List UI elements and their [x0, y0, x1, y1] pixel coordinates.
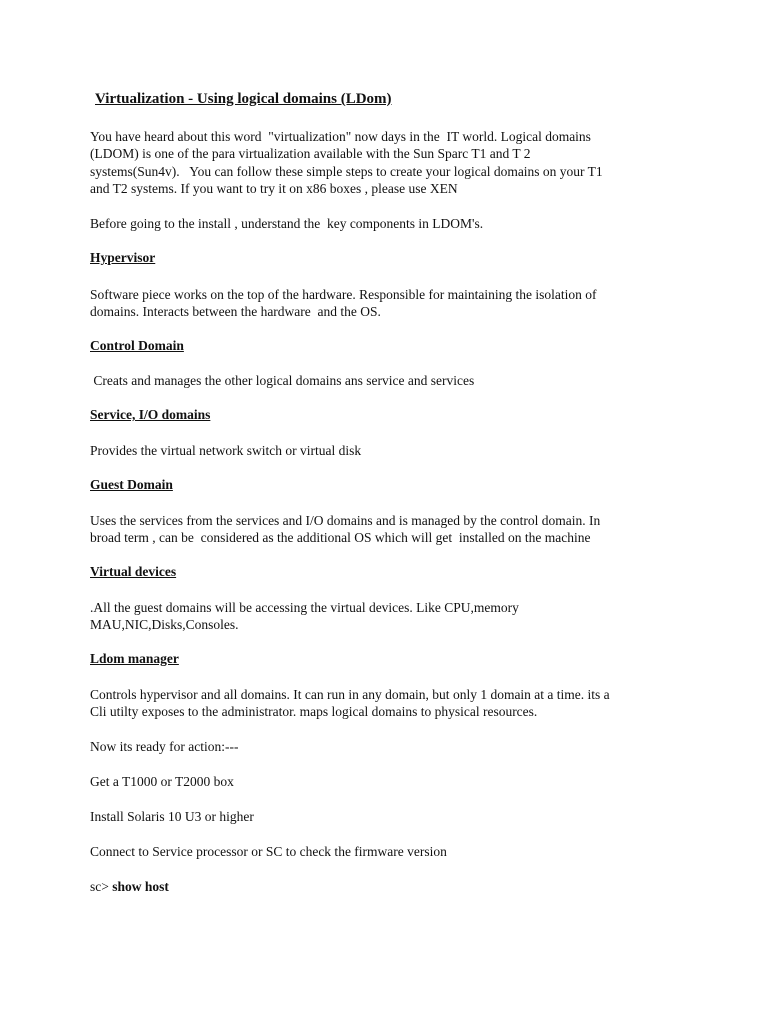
paragraph-line: Provides the virtual network switch or virtual disk — [90, 443, 362, 458]
paragraph-line: Controls hypervisor and all domains. It can run in any domain, but only 1 domain at a time. its a — [90, 687, 610, 702]
paragraph-line: Software piece works on the top of the hardware. Responsible for maintaining the isolation of — [90, 287, 597, 302]
step-paragraph — [90, 843, 690, 860]
step-text: Connect to Service processor or SC to check the firmware version — [90, 844, 447, 859]
command-text: show host — [112, 879, 169, 894]
ldom-manager-paragraph — [90, 686, 690, 721]
command-prompt: sc> — [90, 879, 113, 894]
step-paragraph — [90, 808, 690, 825]
heading-virtual-devices: Virtual devices — [90, 564, 177, 579]
page-title: Virtualization - Using logical domains (LDom) — [95, 91, 392, 107]
heading-service-io-domains: Service, I/O domains — [90, 407, 211, 422]
command-line — [90, 878, 690, 895]
guest-domain-paragraph — [90, 512, 690, 547]
ready-text: Now its ready for action:--- — [90, 739, 239, 754]
control-domain-paragraph — [90, 372, 690, 389]
intro-line: (LDOM) is one of the para virtualization available with the Sun Sparc T1 and T 2 — [90, 146, 531, 162]
paragraph-line: .All the guest domains will be accessing the virtual devices. Like CPU,memory — [90, 600, 519, 615]
command-paragraph — [90, 878, 690, 895]
service-io-paragraph — [90, 442, 690, 459]
heading-guest-domain: Guest Domain — [90, 477, 173, 492]
before-install-paragraph — [90, 215, 690, 232]
paragraph-line: Cli utilty exposes to the administrator. maps logical domains to physical resources. — [90, 704, 538, 720]
intro-line: and T2 systems. If you want to try it on x86 boxes , please use XEN — [90, 181, 458, 197]
paragraph-line: domains. Interacts between the hardware and the OS. — [90, 304, 381, 320]
paragraph-line: MAU,NIC,Disks,Consoles. — [90, 617, 239, 633]
heading-hypervisor: Hypervisor — [90, 250, 156, 265]
heading-control-domain: Control Domain — [90, 338, 184, 353]
step-text: Install Solaris 10 U3 or higher — [90, 809, 254, 824]
before-install-text: Before going to the install , understand the key components in LDOM's. — [90, 216, 484, 231]
step-text: Get a T1000 or T2000 box — [90, 774, 234, 789]
intro-line: You have heard about this word "virtualization" now days in the IT world. Logical domains — [90, 129, 591, 144]
intro-paragraph — [90, 128, 690, 198]
ready-paragraph — [90, 738, 690, 755]
step-paragraph — [90, 773, 690, 790]
paragraph-line: Creats and manages the other logical domains ans service and services — [90, 373, 475, 388]
heading-ldom-manager: Ldom manager — [90, 651, 179, 666]
paragraph-line: Uses the services from the services and I/O domains and is managed by the control domain. In — [90, 513, 601, 528]
hypervisor-paragraph — [90, 286, 690, 321]
intro-line: systems(Sun4v). You can follow these simple steps to create your logical domains on your T1 — [90, 163, 603, 179]
paragraph-line: broad term , can be considered as the additional OS which will get installed on the machine — [90, 530, 591, 546]
virtual-devices-paragraph — [90, 599, 690, 634]
